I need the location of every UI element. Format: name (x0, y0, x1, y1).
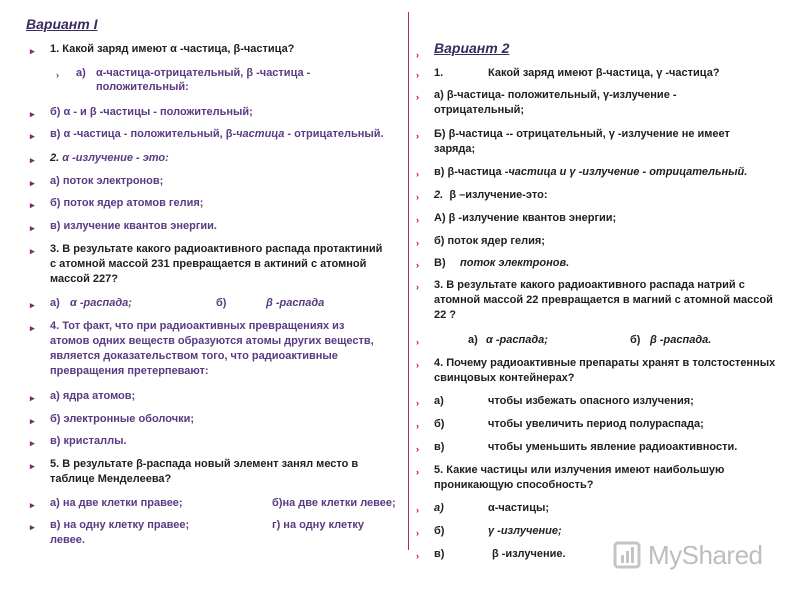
q4-option-a: а) ядра атомов; (50, 390, 136, 402)
q3-option-a: α -распада; (486, 334, 548, 346)
q4-question-line4: превращения претерпевают: (50, 365, 209, 377)
q1-question: 1. Какой заряд имеют α -частица, β-частица? (50, 43, 295, 55)
bullet-icon: › (416, 421, 419, 431)
q1-question: Какой заряд имеют β-частица, γ -частица? (488, 67, 720, 79)
bullet-icon: ▸ (30, 46, 35, 56)
q2-question: 2. α -излучение - это: (50, 152, 169, 164)
q2-option-b: б) поток ядер гелия; (434, 235, 545, 247)
q4-question-line2: свинцовых контейнерах? (434, 372, 575, 384)
bullet-icon: › (416, 337, 419, 347)
q3-option-b-label: б) (630, 334, 641, 346)
bullet-icon: ▸ (30, 223, 35, 233)
q3-option-b-label: б) (216, 297, 227, 309)
bullet-icon: ▸ (30, 109, 35, 119)
bullet-icon: ▸ (30, 200, 35, 210)
q5-option-a: α-частицы; (488, 502, 550, 514)
q2-option-c-label: В) (434, 257, 446, 269)
q3-question-line2: атомной массой 22 превращается в магний с атомной массой (434, 294, 773, 306)
q2-option-b: б) поток ядер атомов гелия; (50, 197, 204, 209)
q3-question-line1: 3. В результате какого радиоактивного распада протактиний (50, 243, 383, 255)
q2-option-a: а) поток электронов; (50, 175, 164, 187)
q5-option-c: β -излучение. (492, 548, 566, 560)
q4-option-c-label: в) (434, 441, 445, 453)
q5-option-a-label: а) (434, 502, 444, 514)
q3-question-line3: 22 ? (434, 309, 457, 321)
q4-question-line3: является доказательством того, что радиоактивные (50, 350, 338, 362)
q1-option-a-line1: а) β-частица- положительный, γ-излучение - (434, 89, 677, 101)
column-divider (408, 12, 409, 550)
bullet-icon: ▸ (30, 323, 35, 333)
bullet-icon: ▸ (30, 461, 35, 471)
bullet-icon: › (416, 70, 419, 80)
bullet-icon: ▸ (30, 178, 35, 188)
q4-option-c: чтобы уменьшить явление радиоактивности. (488, 441, 738, 453)
bullet-icon: ▸ (30, 155, 35, 165)
bullet-icon: › (416, 360, 419, 370)
q4-question-line1: 4. Тот факт, что при радиоактивных превращениях из (50, 320, 345, 332)
variant-1-title: Вариант I (26, 16, 98, 32)
bullet-icon: › (416, 192, 419, 202)
bullet-icon: › (416, 92, 419, 102)
bullet-icon: › (416, 50, 419, 60)
q3-option-a-label: а) (468, 334, 478, 346)
bullet-icon: ▸ (30, 416, 35, 426)
q4-question-line1: 4. Почему радиоактивные препараты хранят в толстостенных (434, 357, 776, 369)
bullet-icon: › (416, 215, 419, 225)
variant-2-column (412, 0, 800, 600)
variant-2-title: Вариант 2 (434, 40, 510, 56)
q1-option-b-line2: заряда; (434, 143, 476, 155)
bullet-icon: ▸ (30, 438, 35, 448)
bullet-icon: ▸ (30, 131, 35, 141)
q4-option-a-label: а) (434, 395, 444, 407)
myshared-logo-icon (612, 538, 644, 572)
q1-option-b-line1: Б) β-частица -- отрицательный, γ -излучение не имеет (434, 128, 730, 140)
bullet-icon: › (416, 131, 419, 141)
bullet-icon: › (416, 467, 419, 477)
watermark-text: MyShared (648, 540, 763, 570)
q2-option-a: А) β -излучение квантов энергии; (434, 212, 617, 224)
bullet-icon: › (416, 398, 419, 408)
q4-option-b: б) электронные оболочки; (50, 413, 195, 425)
bullet-icon: ▸ (30, 393, 35, 403)
q5-option-b: γ -излучение; (488, 525, 562, 537)
bullet-icon: › (56, 70, 59, 80)
q4-option-b: чтобы увеличить период полураспада; (488, 418, 704, 430)
bullet-icon: ▸ (30, 522, 35, 532)
q5-question-line1: 5. Какие частицы или излучения имеют наибольшую (434, 464, 725, 476)
bullet-icon: › (416, 238, 419, 248)
q1-option-a-label: а) (76, 67, 86, 79)
bullet-icon: ▸ (30, 500, 35, 510)
q3-question-line2: с атомной массой 231 превращается в актиний с атомной (50, 258, 367, 270)
q1-option-a-line2: отрицательный; (434, 104, 525, 116)
q1-option-c: в) α -частица - положительный, β-частица - отрицательный. (50, 128, 384, 140)
q5-question-line2: таблице Менделеева? (50, 473, 172, 485)
q3-option-a: α -распада; (70, 297, 132, 309)
q1-option-c: в) β-частица -частица и γ -излучение - отрицательный. (434, 166, 748, 178)
q4-option-c: в) кристаллы. (50, 435, 127, 447)
bullet-icon: › (416, 528, 419, 538)
bullet-icon: › (416, 444, 419, 454)
q5-option-d-line2: левее. (50, 534, 85, 546)
q5-option-a: а) на две клетки правее; (50, 497, 183, 509)
q5-question-line2: проникающую способность? (434, 479, 594, 491)
q3-question-line3: массой 227? (50, 273, 118, 285)
bullet-icon: › (416, 282, 419, 292)
bullet-icon: › (416, 551, 419, 561)
bullet-icon: ▸ (30, 300, 35, 310)
bullet-icon: ▸ (30, 246, 35, 256)
q5-option-b-label: б) (434, 525, 445, 537)
bullet-icon: › (416, 169, 419, 179)
q5-option-b: б)на две клетки левее; (272, 497, 396, 509)
bullet-icon: › (416, 260, 419, 270)
bullet-icon: › (416, 505, 419, 515)
myshared-watermark (612, 538, 772, 574)
q3-question-line1: 3. В результате какого радиоактивного распада натрий с (434, 279, 745, 291)
q1-option-a-line2: положительный: (96, 81, 189, 93)
q5-option-d-line1: г) на одну клетку (272, 519, 364, 531)
q3-option-a-label: а) (50, 297, 60, 309)
q1-option-b: б) α - и β -частицы - положительный; (50, 106, 253, 118)
q2-question: 2. β –излучение-это: (434, 189, 548, 201)
q4-option-a: чтобы избежать опасного излучения; (488, 395, 694, 407)
q2-option-c: поток электронов. (460, 257, 570, 269)
q3-option-b: β -распада (266, 297, 325, 309)
q4-option-b-label: б) (434, 418, 445, 430)
q1-option-a-line1: α-частица-отрицательный, β -частица - (96, 67, 311, 79)
q3-option-b: β -распада. (650, 334, 712, 346)
q4-question-line2: атомов одних веществ образуются атомы других веществ, (50, 335, 374, 347)
q1-number: 1. (434, 67, 444, 79)
q5-option-c-label: в) (434, 548, 445, 560)
q5-question-line1: 5. В результате β-распада новый элемент занял место в (50, 458, 359, 470)
q2-option-c: в) излучение квантов энергии. (50, 220, 217, 232)
q5-option-c: в) на одну клетку правее; (50, 519, 190, 531)
